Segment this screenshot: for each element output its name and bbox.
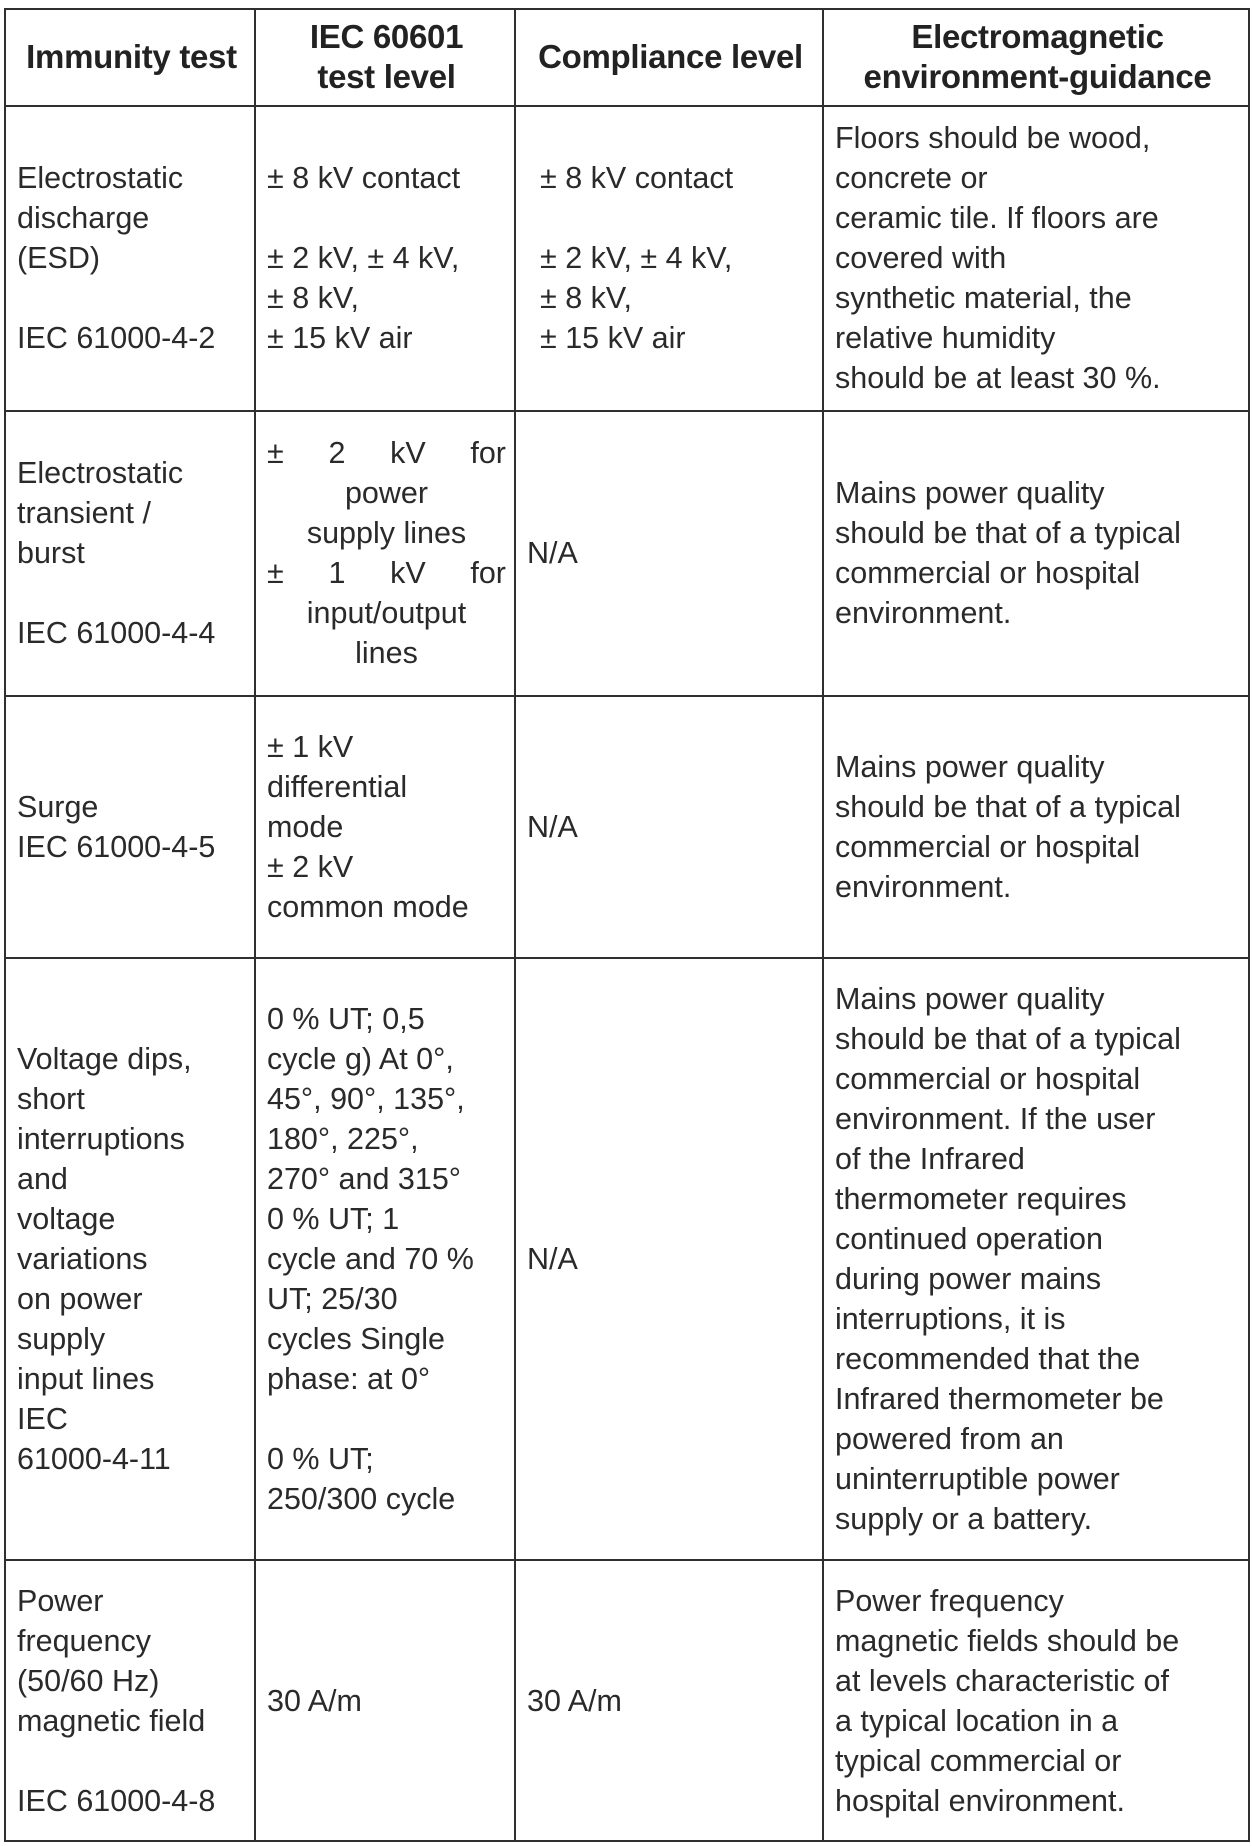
level-line: ± 1 kV for: [267, 556, 506, 591]
cell-immunity-test: Electrostatic transient / burst IEC 61000-4-4: [5, 411, 255, 696]
table-row: [5, 411, 1249, 696]
cell-test-level: [255, 411, 515, 696]
level-line: power: [344, 476, 429, 511]
cell-immunity-test: Power frequency (50/60 Hz) magnetic field IEC 61000-4-8: [5, 1560, 255, 1841]
cell-immunity-test: Voltage dips, short interruptions and voltage variations on power supply input lines IEC 61000-4-11: [5, 958, 255, 1560]
header-test-level: IEC 60601 test level: [255, 9, 515, 106]
header-compliance-level: Compliance level: [515, 9, 823, 106]
cell-immunity-test: Surge IEC 61000-4-5: [5, 696, 255, 959]
emc-immunity-table: [4, 8, 1250, 1842]
cell-compliance-level: 30 A/m: [515, 1560, 823, 1841]
cell-guidance: Mains power quality should be that of a typical commercial or hospital environment.: [823, 696, 1249, 959]
cell-compliance-level: N/A: [515, 696, 823, 959]
cell-test-level: ± 1 kV differential mode ± 2 kV common mode: [255, 696, 515, 959]
table-row: [5, 106, 1249, 411]
cell-test-level: ± 8 kV contact ± 2 kV, ± 4 kV, ± 8 kV, ± 15 kV air: [255, 106, 515, 411]
table-row: [5, 696, 1249, 959]
table-row: [5, 958, 1249, 1560]
cell-guidance: Mains power quality should be that of a typical commercial or hospital environment.: [823, 411, 1249, 696]
cell-compliance-level: ± 8 kV contact ± 2 kV, ± 4 kV, ± 8 kV, ± 15 kV air: [515, 106, 823, 411]
cell-guidance: Floors should be wood, concrete or ceramic tile. If floors are covered with synthetic material, the relative humidity should be at least 30 %.: [823, 106, 1249, 411]
level-line: ± 2 kV for: [267, 436, 506, 471]
level-line: input/output: [306, 596, 467, 631]
header-immunity-test: Immunity test: [5, 9, 255, 106]
header-row: [5, 9, 1249, 106]
cell-guidance: Mains power quality should be that of a typical commercial or hospital environment. If the user of the Infrared thermometer requires continued operation during power mains interruptions, it is recommended that the Infrared thermometer be powered from an uninterruptible power supply or a battery.: [823, 958, 1249, 1560]
cell-guidance: Power frequency magnetic fields should be at levels characteristic of a typical location in a typical commercial or hospital environment.: [823, 1560, 1249, 1841]
header-guidance: Electromagnetic environment-guidance: [823, 9, 1249, 106]
cell-test-level: 0 % UT; 0,5 cycle g) At 0°, 45°, 90°, 135°, 180°, 225°, 270° and 315° 0 % UT; 1 cycle and 70 % UT; 25/30 cycles Single phase: at 0° 0 % UT; 250/300 cycle: [255, 958, 515, 1560]
cell-test-level: 30 A/m: [255, 1560, 515, 1841]
cell-compliance-level: N/A: [515, 411, 823, 696]
level-line: lines: [355, 636, 418, 671]
table-row: [5, 1560, 1249, 1841]
cell-compliance-level: N/A: [515, 958, 823, 1560]
cell-immunity-test: Electrostatic discharge (ESD) IEC 61000-4-2: [5, 106, 255, 411]
level-line: supply lines: [306, 516, 467, 551]
